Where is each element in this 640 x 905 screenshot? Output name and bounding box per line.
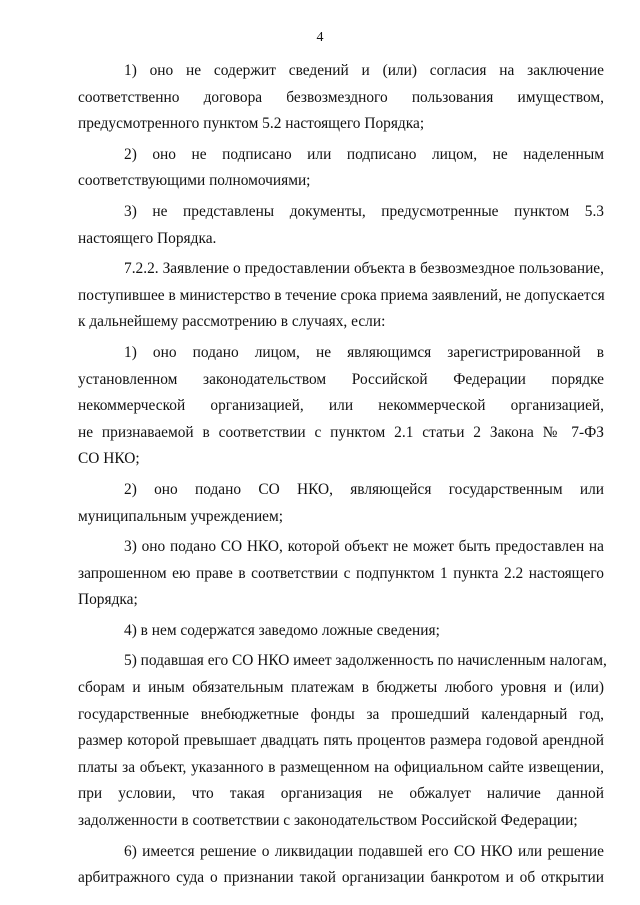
- text-line: установленном законодательством Российской Федерации порядке: [78, 370, 604, 388]
- text-line: размер которой превышает двадцать пять процентов размера годовой арендной: [78, 732, 604, 750]
- paragraph: [78, 199, 604, 252]
- paragraph: [78, 648, 607, 834]
- text-line: платы за объект, указанного в размещенном на официальном сайте извещении,: [78, 758, 604, 776]
- text-line: 2) оно подано СО НКО, являющейся государственным или: [124, 480, 604, 498]
- text-line: муниципальным учреждением;: [78, 507, 284, 525]
- paragraph: [78, 534, 604, 614]
- paragraph: [78, 142, 604, 195]
- text-line: предусмотренного пунктом 5.2 настоящего Порядка;: [78, 115, 425, 133]
- text-line: арбитражного суда о признании такой организации банкротом и об открытии: [78, 869, 604, 887]
- text-line: при условии, что такая организация не обжалует наличие данной: [78, 785, 604, 803]
- paragraph: [78, 477, 604, 530]
- text-line: задолженности в соответствии с законодательством Российской Федерации;: [78, 812, 578, 830]
- text-line: 3) не представлены документы, предусмотренные пунктом 5.3: [124, 202, 604, 220]
- text-line: к дальнейшему рассмотрению в случаях, если:: [78, 313, 386, 331]
- document-body: [78, 58, 607, 896]
- text-line: сборам и иным обязательным платежам в бюджеты любого уровня и (или): [78, 679, 604, 697]
- text-line: 4) в нем содержатся заведомо ложные сведения;: [124, 621, 440, 639]
- text-line: государственные внебюджетные фонды за прошедший календарный год,: [78, 705, 604, 723]
- text-line: соответствующими полномочиями;: [78, 172, 311, 190]
- text-line: запрошенном ею праве в соответствии с подпунктом 1 пункта 2.2 настоящего: [78, 564, 604, 582]
- paragraph: [78, 58, 604, 138]
- text-line: не признаваемой в соответствии с пунктом 2.1 статьи 2 Закона № 7-ФЗ: [78, 423, 604, 441]
- text-line: 2) оно не подписано или подписано лицом, не наделенным: [124, 145, 604, 163]
- paragraph: [78, 256, 604, 336]
- paragraph: [78, 618, 604, 645]
- paragraph: [78, 340, 604, 473]
- text-line: 3) оно подано СО НКО, которой объект не может быть предоставлен на: [124, 538, 604, 556]
- text-line: некоммерческой организацией, или некоммерческой организацией,: [78, 397, 604, 415]
- text-line: Порядка;: [78, 591, 138, 609]
- paragraph: [78, 839, 604, 892]
- text-line: настоящего Порядка.: [78, 229, 217, 247]
- text-line: 5) подавшая его СО НКО имеет задолженность по начисленным налогам,: [124, 652, 607, 670]
- text-line: поступившее в министерство в течение срока приема заявлений, не допускается: [78, 286, 605, 304]
- page-number: 4: [316, 30, 324, 45]
- text-line: 1) оно подано лицом, не являющимся зарегистрированной в: [124, 343, 604, 361]
- text-line: соответственно договора безвозмездного пользования имуществом,: [78, 88, 604, 106]
- text-line: 6) имеется решение о ликвидации подавшей его СО НКО или решение: [124, 842, 604, 860]
- text-line: 7.2.2. Заявление о предоставлении объекта в безвозмездное пользование,: [124, 260, 604, 278]
- text-line: СО НКО;: [78, 450, 140, 468]
- text-line: 1) оно не содержит сведений и (или) согласия на заключение: [124, 62, 604, 79]
